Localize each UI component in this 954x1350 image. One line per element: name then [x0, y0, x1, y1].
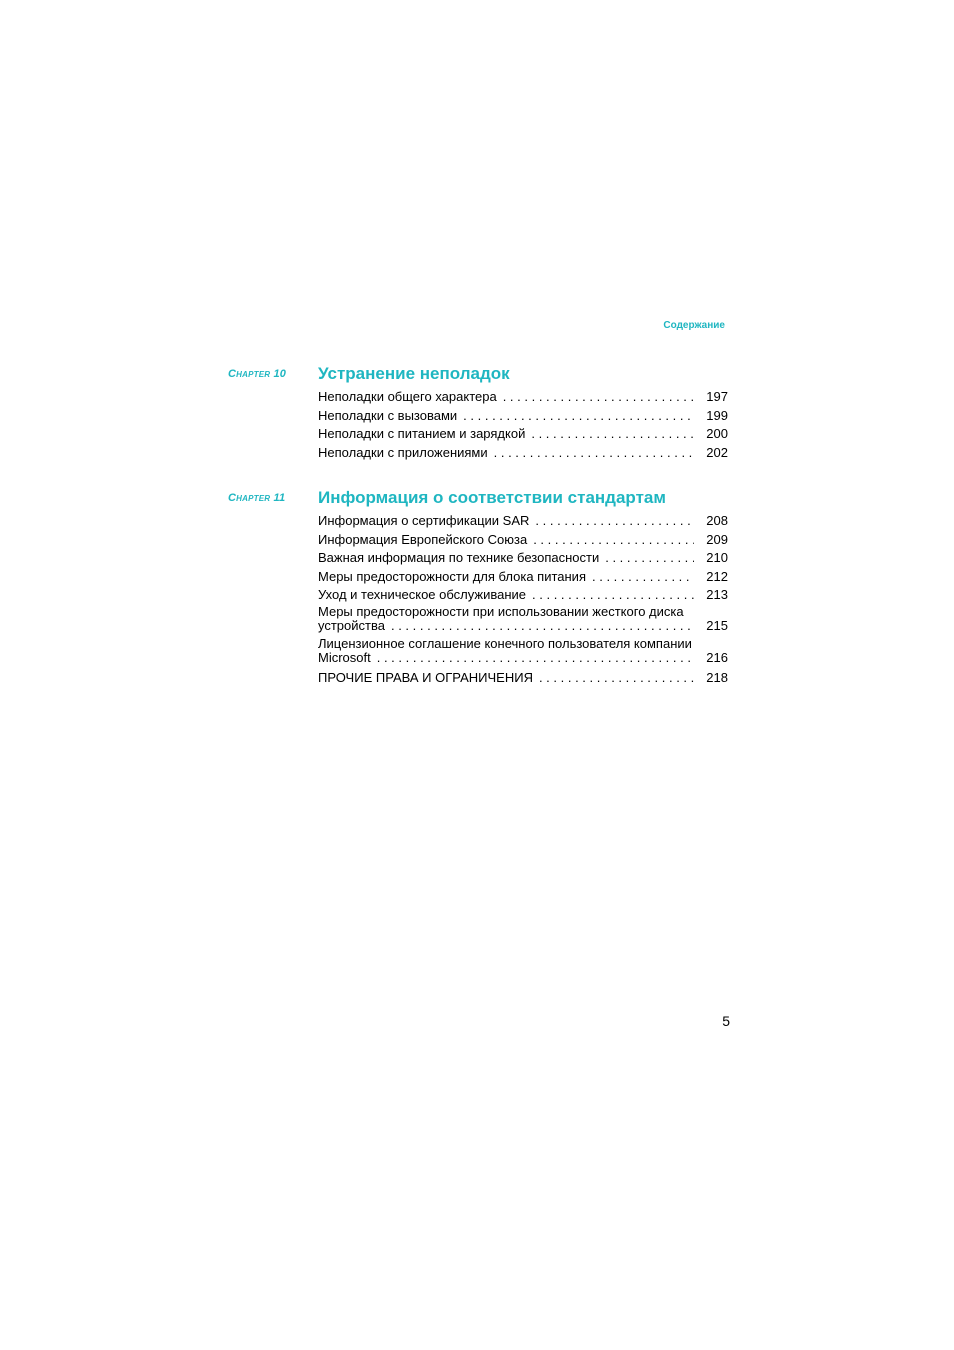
toc-entry-text: ПРОЧИЕ ПРАВА И ОГРАНИЧЕНИЯ — [318, 669, 533, 685]
toc-entry-text: Неполадки с питанием и зарядкой — [318, 426, 526, 441]
toc-entry-text: Информация Европейского Союза — [318, 531, 528, 547]
leader-dots — [605, 549, 694, 568]
toc-entry-text-continued: Microsoft — [318, 649, 371, 665]
toc-entry[interactable] — [318, 425, 728, 444]
leader-dots — [503, 388, 694, 407]
toc-entry-page: 209 — [706, 531, 728, 547]
leader-dots — [535, 512, 694, 531]
toc-entry-text: Меры предосторожности при использовании жесткого диска — [318, 603, 684, 619]
toc-entry[interactable] — [318, 407, 728, 426]
toc-entry-page: 199 — [706, 407, 728, 423]
toc-entry-page: 213 — [706, 587, 728, 602]
toc-entry[interactable] — [318, 669, 728, 688]
chapter-title[interactable]: Устранение неполадок — [318, 364, 510, 383]
leader-dots — [532, 586, 694, 605]
toc-entry-text: Информация о сертификации SAR — [318, 513, 530, 528]
leader-dots — [377, 651, 694, 665]
toc-entry-page: 208 — [706, 513, 728, 528]
toc-entry-text: Неполадки общего характера — [318, 389, 497, 404]
toc-entry[interactable] — [318, 568, 728, 587]
toc-entries — [318, 388, 728, 462]
toc-entry-page: 215 — [706, 617, 728, 633]
leader-dots — [592, 568, 694, 587]
page-number: 5 — [722, 1013, 730, 1029]
leader-dots — [533, 531, 694, 550]
toc-entry-text: Уход и техническое обслуживание — [318, 587, 527, 602]
toc-entry-page: 212 — [706, 568, 728, 584]
leader-dots — [463, 407, 694, 426]
toc-entry[interactable] — [318, 549, 728, 568]
toc-entry[interactable] — [318, 605, 728, 637]
toc-entry[interactable] — [318, 586, 728, 605]
toc-entry[interactable] — [318, 637, 728, 669]
toc-entry-page: 218 — [706, 669, 728, 685]
toc-entry[interactable] — [318, 531, 728, 550]
toc-entries — [318, 512, 728, 687]
toc-entry-page: 216 — [706, 649, 728, 665]
chapter-label: Chapter 10 — [228, 368, 287, 380]
toc-entry-page: 197 — [706, 389, 728, 404]
toc-entry-text-continued: устройства — [318, 617, 385, 633]
leader-dots — [539, 669, 694, 688]
toc-entry-text: Важная информация по технике безопасности — [318, 550, 600, 565]
toc-entry-text: Неполадки с приложениями — [318, 444, 488, 460]
toc-entry-page: 202 — [706, 444, 728, 460]
toc-entry[interactable] — [318, 388, 728, 407]
toc-entry-text: Меры предосторожности для блока питания — [318, 568, 586, 584]
toc-entry-page: 200 — [706, 426, 728, 441]
toc-entry-text: Неполадки с вызовами — [318, 407, 458, 423]
chapter-label: Chapter 11 — [228, 492, 286, 504]
leader-dots — [494, 444, 694, 463]
running-header: Содержание — [663, 320, 725, 331]
toc-entry[interactable] — [318, 444, 728, 463]
toc-entry[interactable] — [318, 512, 728, 531]
chapter-title[interactable]: Информация о соответствии стандартам — [318, 488, 666, 507]
toc-entry-text: Лицензионное соглашение конечного пользователя компании — [318, 635, 692, 651]
leader-dots — [391, 619, 694, 633]
leader-dots — [531, 425, 694, 444]
toc-entry-page: 210 — [706, 550, 728, 565]
